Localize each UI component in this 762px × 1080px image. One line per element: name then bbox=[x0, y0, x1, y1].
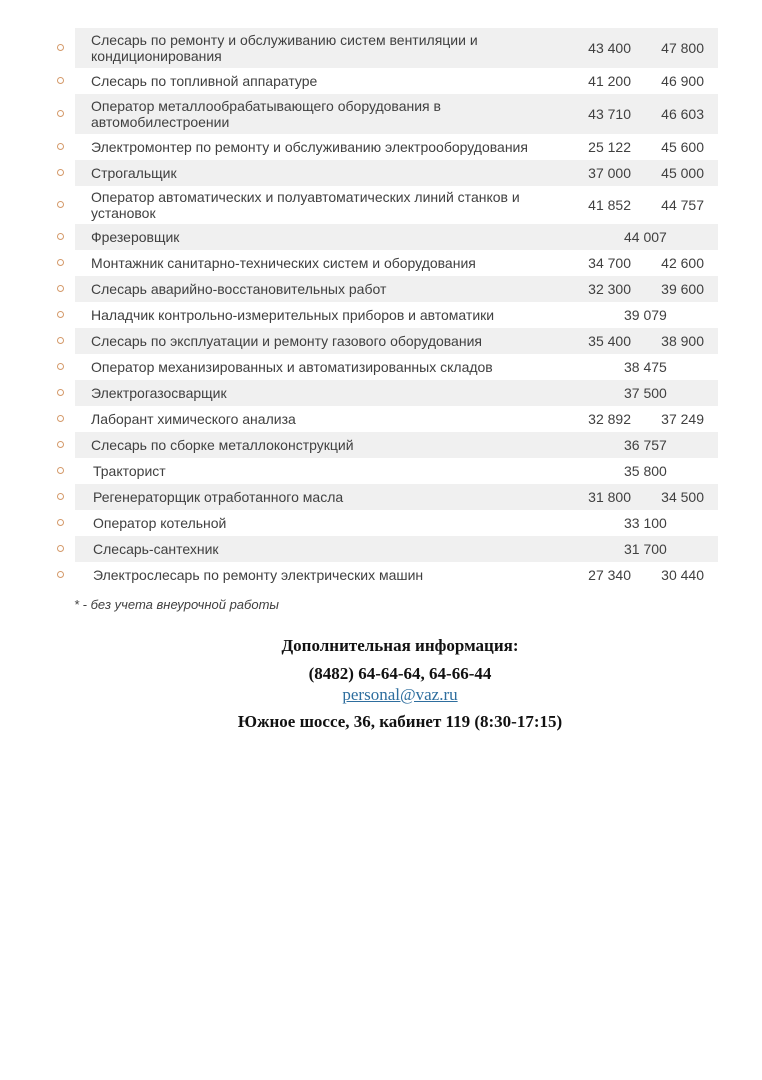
table-row bbox=[0, 28, 762, 68]
vacancy-table bbox=[0, 28, 762, 588]
salary-max: 30 440 bbox=[661, 567, 704, 583]
table-row bbox=[0, 354, 762, 380]
salary-max: 45 000 bbox=[661, 165, 704, 181]
circle-bullet-icon bbox=[57, 493, 64, 500]
salary-min: 37 000 bbox=[588, 165, 631, 181]
table-row bbox=[0, 432, 762, 458]
salary-max: 46 603 bbox=[661, 106, 704, 122]
profession-name: Строгальщик bbox=[91, 165, 177, 181]
table-row bbox=[0, 562, 762, 588]
table-row bbox=[0, 134, 762, 160]
circle-bullet-icon bbox=[57, 363, 64, 370]
salary-max: 34 500 bbox=[661, 489, 704, 505]
contact-phone: (8482) 64-64-64, 64-66-44 bbox=[308, 664, 492, 683]
salary-max: 39 600 bbox=[661, 281, 704, 297]
circle-bullet-icon bbox=[57, 337, 64, 344]
salary-value: 33 100 bbox=[624, 515, 667, 531]
circle-bullet-icon bbox=[57, 201, 64, 208]
profession-name: Оператор механизированных и автоматизированных складов bbox=[91, 359, 493, 375]
table-row bbox=[0, 328, 762, 354]
salary-max: 46 900 bbox=[661, 73, 704, 89]
circle-bullet-icon bbox=[57, 233, 64, 240]
profession-name: Оператор котельной bbox=[93, 515, 227, 531]
circle-bullet-icon bbox=[57, 143, 64, 150]
circle-bullet-icon bbox=[57, 311, 64, 318]
salary-max: 45 600 bbox=[661, 139, 704, 155]
table-row bbox=[0, 302, 762, 328]
profession-name: Фрезеровщик bbox=[91, 229, 180, 245]
table-row bbox=[0, 406, 762, 432]
circle-bullet-icon bbox=[57, 44, 64, 51]
salary-min: 32 892 bbox=[588, 411, 631, 427]
salary-max: 42 600 bbox=[661, 255, 704, 271]
table-row bbox=[0, 94, 762, 134]
table-row bbox=[0, 484, 762, 510]
circle-bullet-icon bbox=[57, 259, 64, 266]
salary-min: 43 400 bbox=[588, 40, 631, 56]
salary-value: 35 800 bbox=[624, 463, 667, 479]
profession-name: Слесарь по сборке металлоконструкций bbox=[91, 437, 354, 453]
table-row bbox=[0, 68, 762, 94]
table-row bbox=[0, 510, 762, 536]
circle-bullet-icon bbox=[57, 77, 64, 84]
profession-name: Тракторист bbox=[93, 463, 166, 479]
salary-value: 37 500 bbox=[624, 385, 667, 401]
salary-value: 36 757 bbox=[624, 437, 667, 453]
table-row bbox=[0, 276, 762, 302]
profession-name: Электрослесарь по ремонту электрических машин bbox=[93, 567, 424, 583]
profession-name: Слесарь аварийно-восстановительных работ bbox=[91, 281, 387, 297]
circle-bullet-icon bbox=[57, 389, 64, 396]
profession-name: Оператор металлообрабатывающего оборудования в автомобилестроении bbox=[91, 98, 441, 130]
contact-title: Дополнительная информация: bbox=[281, 636, 519, 655]
table-row bbox=[0, 186, 762, 224]
salary-min: 32 300 bbox=[588, 281, 631, 297]
profession-name: Электромонтер по ремонту и обслуживанию электрооборудования bbox=[91, 139, 528, 155]
table-row bbox=[0, 160, 762, 186]
salary-value: 31 700 bbox=[624, 541, 667, 557]
contact-email-link[interactable]: personal@vaz.ru bbox=[342, 685, 458, 704]
circle-bullet-icon bbox=[57, 545, 64, 552]
salary-value: 38 475 bbox=[624, 359, 667, 375]
salary-min: 41 852 bbox=[588, 197, 631, 213]
salary-value: 44 007 bbox=[624, 229, 667, 245]
circle-bullet-icon bbox=[57, 467, 64, 474]
table-row bbox=[0, 380, 762, 406]
circle-bullet-icon bbox=[57, 415, 64, 422]
table-row bbox=[0, 224, 762, 250]
salary-min: 35 400 bbox=[588, 333, 631, 349]
profession-name: Слесарь по ремонту и обслуживанию систем вентиляции и кондиционирования bbox=[91, 32, 478, 64]
circle-bullet-icon bbox=[57, 441, 64, 448]
circle-bullet-icon bbox=[57, 285, 64, 292]
contact-address: Южное шоссе, 36, кабинет 119 (8:30-17:15) bbox=[237, 712, 563, 731]
circle-bullet-icon bbox=[57, 169, 64, 176]
circle-bullet-icon bbox=[57, 519, 64, 526]
profession-name: Электрогазосварщик bbox=[91, 385, 227, 401]
salary-max: 37 249 bbox=[661, 411, 704, 427]
circle-bullet-icon bbox=[57, 110, 64, 117]
salary-min: 34 700 bbox=[588, 255, 631, 271]
salary-min: 27 340 bbox=[588, 567, 631, 583]
profession-name: Регенераторщик отработанного масла bbox=[93, 489, 344, 505]
footnote: * - без учета внеурочной работы bbox=[74, 597, 279, 612]
profession-name: Слесарь по топливной аппаратуре bbox=[91, 73, 318, 89]
profession-name: Оператор автоматических и полуавтоматических линий станков и установок bbox=[91, 189, 520, 221]
salary-min: 31 800 bbox=[588, 489, 631, 505]
salary-min: 43 710 bbox=[588, 106, 631, 122]
salary-min: 25 122 bbox=[588, 139, 631, 155]
salary-value: 39 079 bbox=[624, 307, 667, 323]
profession-name: Лаборант химического анализа bbox=[91, 411, 296, 427]
profession-name: Слесарь по эксплуатации и ремонту газового оборудования bbox=[91, 333, 482, 349]
salary-max: 38 900 bbox=[661, 333, 704, 349]
salary-min: 41 200 bbox=[588, 73, 631, 89]
salary-max: 44 757 bbox=[661, 197, 704, 213]
salary-max: 47 800 bbox=[661, 40, 704, 56]
table-row bbox=[0, 250, 762, 276]
profession-name: Монтажник санитарно-технических систем и оборудования bbox=[91, 255, 476, 271]
table-row bbox=[0, 536, 762, 562]
table-row bbox=[0, 458, 762, 484]
profession-name: Слесарь-сантехник bbox=[93, 541, 219, 557]
profession-name: Наладчик контрольно-измерительных приборов и автоматики bbox=[91, 307, 495, 323]
circle-bullet-icon bbox=[57, 571, 64, 578]
